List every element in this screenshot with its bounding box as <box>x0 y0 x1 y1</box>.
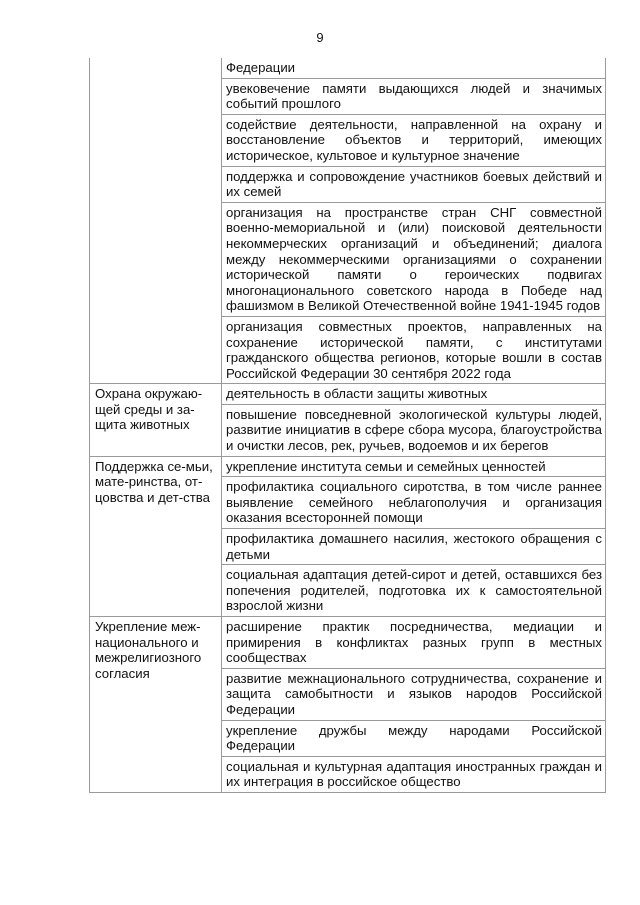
item-text: профилактика домашнего насилия, жестокого обращения с детьми <box>226 531 602 562</box>
category-cell <box>90 384 222 456</box>
item-text: укрепление института семьи и семейных ценностей <box>226 458 546 474</box>
item-text: социальная и культурная адаптация иностранных граждан и их интеграция в российское общество <box>226 758 602 790</box>
item-cell <box>222 78 606 114</box>
item-cell <box>222 58 606 78</box>
category-label: Поддержка се-мьи, мате-ринства, от-цовства и дет-ства <box>95 458 213 505</box>
item-text: организация на пространстве стран СНГ совместной военно-мемориальной и (или) поисковой деятельности некоммерческих организаций и объединений; диалога между некоммерческими организациями о сохранении исторической памяти о героических подвигах многонационального советского народа в Победе над фашизмом в Великой Отечественной войне 1941-1945 годов <box>226 204 602 314</box>
category-label: Охрана окружаю-щей среды и за-щита животных <box>95 386 203 433</box>
item-text: поддержка и сопровождение участников боевых действий и их семей <box>226 168 602 200</box>
item-cell <box>222 477 606 529</box>
item-text: содействие деятельности, направленной на охрану и восстановление объектов и территорий, имеющих историческое, культовое и культурное значение <box>226 116 602 163</box>
table-row <box>90 384 606 405</box>
category-cell <box>90 617 222 793</box>
item-cell <box>222 668 606 720</box>
table-row <box>90 456 606 477</box>
item-text: повышение повседневной экологической культуры людей, развитие инициатив в сфере сбора мусора, благоустройства и очистки лесов, рек, ручьев, водоемов и их берегов <box>226 406 602 454</box>
document-table <box>89 58 606 793</box>
item-cell <box>222 720 606 756</box>
item-text: Федерации <box>226 60 296 75</box>
page-number: 9 <box>316 30 324 45</box>
category-label: Укрепление меж-национального и межрелигиозного согласия <box>95 619 202 681</box>
item-text: социальная адаптация детей-сирот и детей, оставшихся без попечения родителей, подготовка их к самостоятельной взрослой жизни <box>226 567 602 614</box>
item-text: профилактика социального сиротства, в том числе раннее выявление семейного неблагополучия и организация оказания всесторонней помощи <box>226 479 602 526</box>
item-cell <box>222 384 606 405</box>
item-cell <box>222 166 606 202</box>
item-cell <box>222 565 606 617</box>
category-cell <box>90 58 222 384</box>
item-text: укрепление дружбы между народами Российской Федерации <box>226 722 602 754</box>
table-row <box>90 58 606 78</box>
item-cell <box>222 114 606 166</box>
item-text: деятельность в области защиты животных <box>226 386 488 402</box>
item-cell <box>222 202 606 316</box>
item-cell <box>222 529 606 565</box>
item-text: организация совместных проектов, направленных на сохранение исторической памяти, с институтами гражданского общества регионов, которые вошли в состав Российской Федерации 30 сентября 2022 года <box>226 318 602 381</box>
item-cell <box>222 617 606 669</box>
table-row <box>90 617 606 669</box>
item-cell <box>222 456 606 477</box>
item-cell <box>222 756 606 792</box>
item-text: развитие межнационального сотрудничества, сохранение и защита самобытности и языков народов Российской Федерации <box>226 670 602 717</box>
item-text: увековечение памяти выдающихся людей и значимых событий прошлого <box>226 80 602 112</box>
item-cell <box>222 316 606 383</box>
category-cell <box>90 456 222 616</box>
item-text: расширение практик посредничества, медиации и примирения в конфликтах разных групп в местных сообществах <box>226 619 602 666</box>
table-body <box>90 58 606 792</box>
item-cell <box>222 404 606 456</box>
